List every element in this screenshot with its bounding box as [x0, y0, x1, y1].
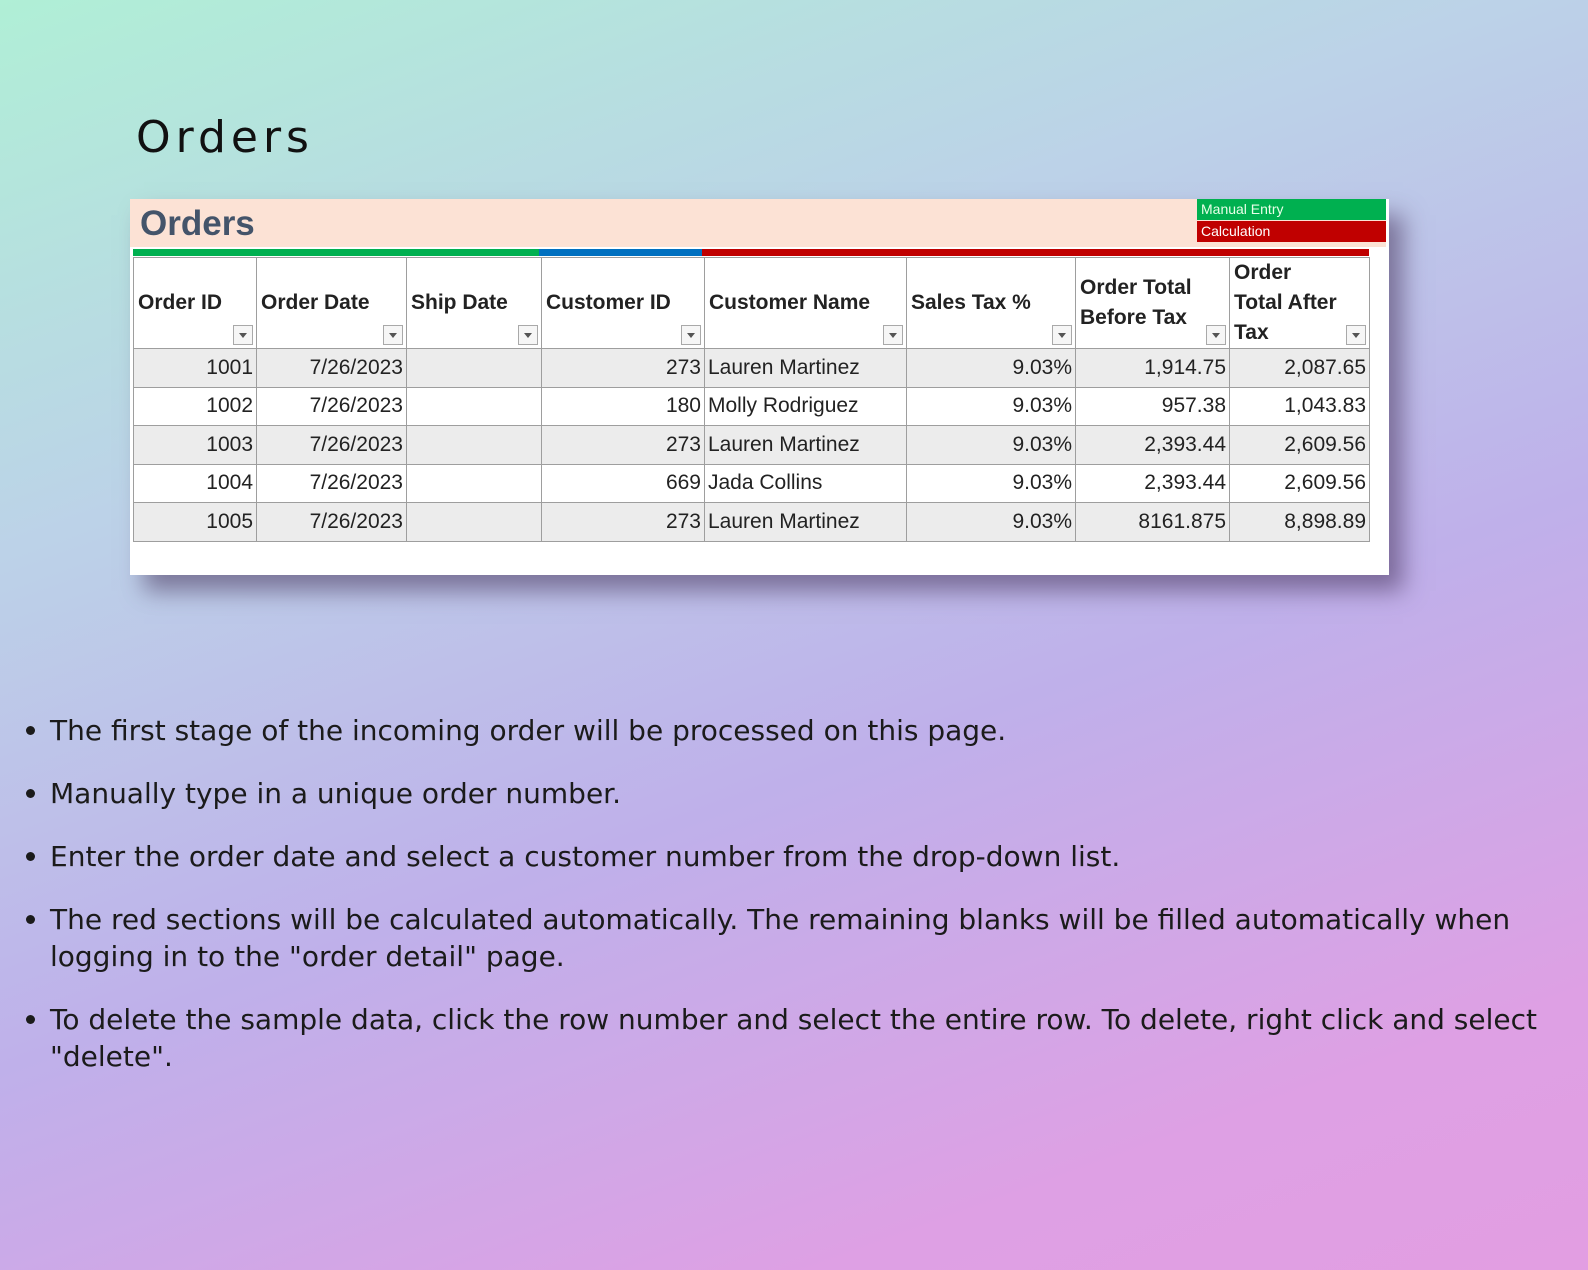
- table-cell[interactable]: 273: [542, 503, 705, 542]
- column-header: [1230, 258, 1370, 349]
- column-header: [257, 258, 407, 349]
- filter-dropdown-icon[interactable]: [233, 325, 253, 345]
- table-cell[interactable]: 669: [542, 464, 705, 503]
- column-header: [542, 258, 705, 349]
- table-row: [134, 426, 1370, 465]
- column-header: [407, 258, 542, 349]
- table-cell[interactable]: 957.38: [1076, 387, 1230, 426]
- column-header: [705, 258, 907, 349]
- column-header-label: Order ID: [138, 291, 223, 314]
- instruction-item: [22, 712, 1552, 749]
- table-cell[interactable]: 2,609.56: [1230, 464, 1370, 503]
- table-cell[interactable]: [407, 349, 542, 388]
- table-row: [134, 349, 1370, 388]
- table-cell[interactable]: Jada Collins: [705, 464, 907, 503]
- instruction-text: The first stage of the incoming order will be processed on this page.: [50, 714, 1007, 747]
- instruction-item: [22, 1001, 1552, 1075]
- table-cell[interactable]: Lauren Martinez: [705, 349, 907, 388]
- table-cell[interactable]: 7/26/2023: [257, 464, 407, 503]
- table-cell[interactable]: 1002: [134, 387, 257, 426]
- instruction-text: Enter the order date and select a customer number from the drop-down list.: [50, 840, 1121, 873]
- legend-manual-entry: Manual Entry: [1197, 199, 1386, 220]
- table-cell[interactable]: 1,914.75: [1076, 349, 1230, 388]
- table-cell[interactable]: Lauren Martinez: [705, 503, 907, 542]
- table-cell[interactable]: 2,393.44: [1076, 426, 1230, 465]
- instruction-text: Manually type in a unique order number.: [50, 777, 622, 810]
- table-cell[interactable]: 180: [542, 387, 705, 426]
- filter-dropdown-icon[interactable]: [1052, 325, 1072, 345]
- table-cell[interactable]: 8,898.89: [1230, 503, 1370, 542]
- instructions-list: [22, 712, 1552, 1101]
- table-cell[interactable]: 9.03%: [907, 349, 1076, 388]
- table-cell[interactable]: 9.03%: [907, 426, 1076, 465]
- table-cell[interactable]: 9.03%: [907, 387, 1076, 426]
- table-row: [134, 387, 1370, 426]
- table-cell[interactable]: 273: [542, 426, 705, 465]
- manual-entry-color-bar: [133, 249, 539, 256]
- legend-calculation: Calculation: [1197, 221, 1386, 242]
- table-row: [134, 464, 1370, 503]
- filter-dropdown-icon[interactable]: [681, 325, 701, 345]
- bullet-icon: [26, 1015, 35, 1024]
- table-cell[interactable]: 9.03%: [907, 464, 1076, 503]
- table-row: [134, 503, 1370, 542]
- calculation-color-bar: [702, 249, 1369, 256]
- table-cell[interactable]: 273: [542, 349, 705, 388]
- table-cell[interactable]: 7/26/2023: [257, 503, 407, 542]
- column-header-label: Order Total After Tax: [1234, 261, 1337, 344]
- table-cell[interactable]: 7/26/2023: [257, 426, 407, 465]
- instruction-text: To delete the sample data, click the row number and select the entire row. To delete, right click and select "delete".: [50, 1003, 1537, 1073]
- bullet-icon: [26, 726, 35, 735]
- table-cell[interactable]: 9.03%: [907, 503, 1076, 542]
- table-cell[interactable]: 2,393.44: [1076, 464, 1230, 503]
- column-header: [134, 258, 257, 349]
- column-header-label: Customer ID: [546, 291, 671, 314]
- table-cell[interactable]: 1,043.83: [1230, 387, 1370, 426]
- table-cell[interactable]: [407, 464, 542, 503]
- sheet-title: Orders: [140, 204, 255, 243]
- instruction-item: [22, 901, 1552, 975]
- table-cell[interactable]: Molly Rodriguez: [705, 387, 907, 426]
- table-cell[interactable]: [407, 503, 542, 542]
- table-cell[interactable]: 2,087.65: [1230, 349, 1370, 388]
- table-cell[interactable]: 1001: [134, 349, 257, 388]
- spreadsheet-screenshot: [130, 199, 1389, 575]
- header-row: [134, 258, 1370, 349]
- column-header-label: Customer Name: [709, 291, 871, 314]
- column-header-label: Sales Tax %: [911, 291, 1031, 314]
- column-header: [1076, 258, 1230, 349]
- filter-dropdown-icon[interactable]: [1346, 325, 1366, 345]
- table-cell[interactable]: [407, 426, 542, 465]
- table-cell[interactable]: Lauren Martinez: [705, 426, 907, 465]
- table-cell[interactable]: 7/26/2023: [257, 387, 407, 426]
- column-header: [907, 258, 1076, 349]
- instruction-item: [22, 775, 1552, 812]
- bullet-icon: [26, 852, 35, 861]
- table-cell[interactable]: 8161.875: [1076, 503, 1230, 542]
- table-body: [134, 349, 1370, 542]
- table-cell[interactable]: [407, 387, 542, 426]
- table-cell[interactable]: 7/26/2023: [257, 349, 407, 388]
- table-cell[interactable]: 1004: [134, 464, 257, 503]
- filter-dropdown-icon[interactable]: [518, 325, 538, 345]
- page-title: Orders: [136, 112, 314, 163]
- bullet-icon: [26, 789, 35, 798]
- instruction-item: [22, 838, 1552, 875]
- column-header-label: Ship Date: [411, 291, 508, 314]
- bullet-icon: [26, 915, 35, 924]
- sheet-header: [130, 199, 1386, 247]
- column-header-label: Order Total Before Tax: [1080, 276, 1192, 329]
- orders-table: [133, 257, 1370, 542]
- filter-dropdown-icon[interactable]: [1206, 325, 1226, 345]
- filter-dropdown-icon[interactable]: [883, 325, 903, 345]
- table-cell[interactable]: 1003: [134, 426, 257, 465]
- color-legend: [1197, 199, 1386, 242]
- lookup-color-bar: [539, 249, 702, 256]
- filter-dropdown-icon[interactable]: [383, 325, 403, 345]
- table-cell[interactable]: 1005: [134, 503, 257, 542]
- column-header-label: Order Date: [261, 291, 370, 314]
- instruction-text: The red sections will be calculated automatically. The remaining blanks will be filled automatically when logging in to the "order detail" page.: [50, 903, 1511, 973]
- table-cell[interactable]: 2,609.56: [1230, 426, 1370, 465]
